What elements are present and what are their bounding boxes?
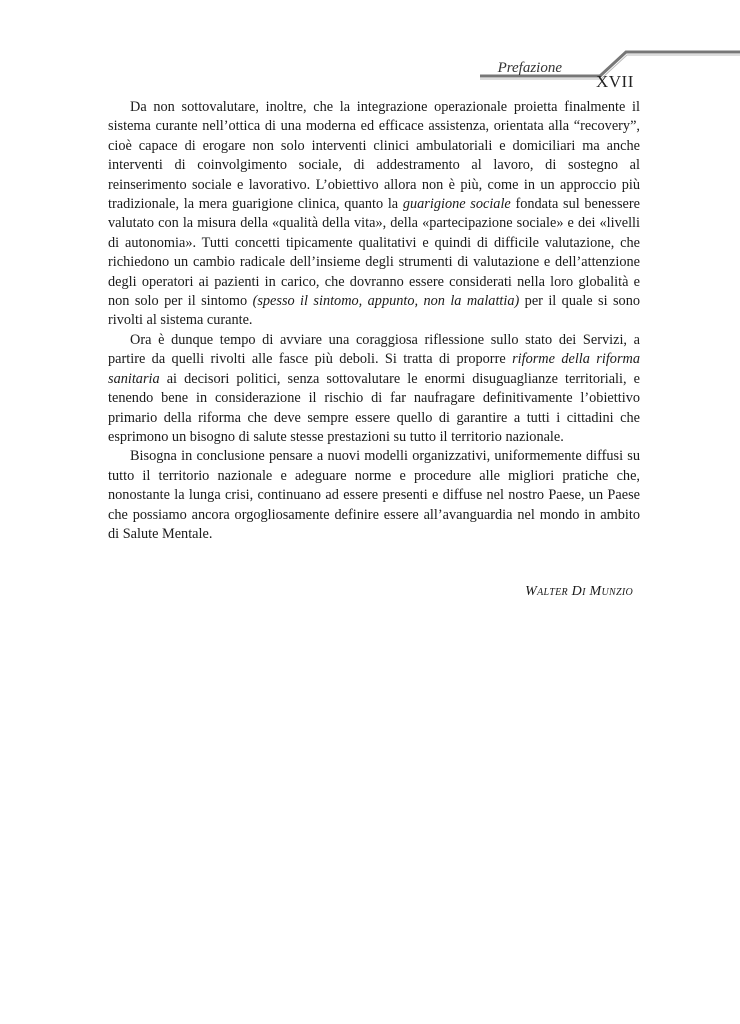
text-run: per il quale si sono rivolti al sistema curante. [108,293,640,329]
text-run: Ora è dunque tempo di avviare una coraggiosa riflessione sullo stato dei Servizi, a partire da quelli rivolti alle fasce più deboli. Si tratta di proporre [108,331,640,368]
text-run: fondata sul benessere valutato con la misura della «qualità della vita», della «partecipazione sociale» e dei «livelli di autonomia». Tutti concetti tipicamente qualitativi e quindi di difficile valutazione, che richiedono un cambio radicale dell’insieme degli strumenti di valutazione e dell’attenzione degli operatori ai pazienti in carico, che dovranno essere considerati nella loro globalità e non solo per il sintomo [108,196,640,310]
text-run: Da non sottovalutare, inoltre, che la integrazione operazionale proietta finalmente il sistema curante nell’ottica di una moderna ed efficace assistenza, orientata alla “recovery”, cioè capace di erogare non solo interventi clinici ambulatoriali e domiciliari ma anche interventi di coinvolgimento sociale, di addestramento al lavoro, di sostegno al reinserimento sociale e lavorativo. L’obiettivo allora non è più, come in un approccio più tradizionale, la mera guarigione clinica, quanto la [108,99,640,213]
italic-run: riforme della riforma sanitaria [108,351,640,387]
author-signature: Walter Di Munzio [525,584,633,599]
italic-run: (spesso il sintomo, appunto, non la malattia) [252,293,520,310]
italic-run: guarigione sociale [402,196,511,213]
body-text [108,98,640,544]
text-run: ai decisori politici, senza sottovalutare le enormi disuguaglianze territoriali, e tenendo bene in considerazione il rischio di far naufragare definitivamente l’obiettivo primario della riforma che deve sempre essere quello di garantire a tutti i cittadini che esprimono un bisogno di salute stesse prestazioni su tutto il territorio nazionale. [108,370,640,445]
text-run: Bisogna in conclusione pensare a nuovi modelli organizzativi, uniformemente diffusi su tutto il territorio nazionale e adeguare norme e procedure alle migliori pratiche che, nonostante la lunga crisi, continuano ad essere presenti e diffuse nel nostro Paese, un Paese che possiamo ancora orgogliosamente definire essere all’avanguardia nel mondo in ambito di Salute Mentale. [108,448,640,542]
running-header-title: Prefazione [497,60,562,76]
paragraph [108,447,640,544]
page-number: XVII [596,72,634,91]
paragraph [108,331,640,447]
paragraph [108,98,640,331]
